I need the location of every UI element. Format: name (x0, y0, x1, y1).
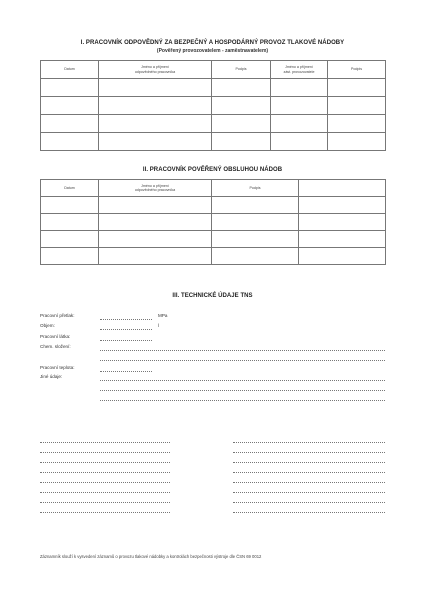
table-cell[interactable] (271, 97, 328, 115)
table-cell[interactable] (99, 115, 212, 133)
table-cell[interactable] (212, 231, 299, 248)
table-row (41, 97, 386, 115)
header-empty (299, 180, 386, 197)
header-signature: Podpis (212, 180, 299, 197)
notes-right-line[interactable] (233, 462, 385, 463)
table-cell[interactable] (41, 79, 99, 97)
table-cell[interactable] (99, 79, 212, 97)
header-name-operator: Jméno a příjmení odpovědného pracovníka (99, 180, 212, 197)
table-cell[interactable] (99, 214, 212, 231)
table-cell[interactable] (41, 115, 99, 133)
table-cell[interactable] (328, 79, 386, 97)
label-chemical-composition: Chem. složení: (40, 344, 71, 349)
notes-right-line[interactable] (233, 492, 385, 493)
field-other-data[interactable] (100, 380, 385, 381)
label-working-temperature: Pracovní teplota: (40, 365, 75, 370)
table-row (41, 133, 386, 151)
unit-liter: l (158, 323, 160, 328)
table-cell[interactable] (212, 115, 271, 133)
table-responsible-worker (40, 60, 386, 151)
notes-left-line[interactable] (40, 452, 170, 453)
table-cell[interactable] (212, 197, 299, 214)
notes-left-line[interactable] (40, 482, 170, 483)
notes-left-line[interactable] (40, 512, 170, 513)
notes-right-line[interactable] (233, 442, 385, 443)
table-cell[interactable] (99, 133, 212, 151)
table-cell[interactable] (41, 231, 99, 248)
table-row (41, 214, 386, 231)
table-cell[interactable] (212, 248, 299, 265)
label-other-data: Jiné údaje: (40, 374, 63, 379)
section1-title: I. PRACOVNÍK ODPOVĚDNÝ ZA BEZPEČNÝ A HOSPODÁRNÝ PROVOZ TLAKOVÉ NÁDOBY (80, 40, 345, 46)
label-working-pressure: Pracovní přetlak: (40, 313, 75, 318)
table-cell[interactable] (299, 248, 386, 265)
field-volume[interactable] (100, 329, 152, 330)
table-row (41, 248, 386, 265)
table-cell[interactable] (271, 133, 328, 151)
table-cell[interactable] (328, 133, 386, 151)
table-cell[interactable] (99, 97, 212, 115)
footer-note: Záznamník slouží k vysvedení záznamů o provozu tlakové nádobky a kontrolách bezpečnosti výstroje dle ČSN 69 0012 (40, 554, 262, 559)
field-other-data-line3[interactable] (100, 400, 385, 401)
table-cell[interactable] (41, 248, 99, 265)
table-row (41, 197, 386, 214)
notes-left-line[interactable] (40, 442, 170, 443)
table-cell[interactable] (299, 197, 386, 214)
table-cell[interactable] (212, 79, 271, 97)
header-date: Datum (41, 180, 99, 197)
notes-right-line[interactable] (233, 502, 385, 503)
field-working-temperature[interactable] (100, 371, 152, 372)
table-header-row (41, 61, 386, 79)
table-cell[interactable] (99, 231, 212, 248)
notes-right-line[interactable] (233, 512, 385, 513)
table-cell[interactable] (328, 115, 386, 133)
table-cell[interactable] (212, 133, 271, 151)
table-cell[interactable] (299, 214, 386, 231)
table-cell[interactable] (299, 231, 386, 248)
table-header-row (41, 180, 386, 197)
notes-left-line[interactable] (40, 492, 170, 493)
table-cell[interactable] (212, 97, 271, 115)
notes-right-line[interactable] (233, 452, 385, 453)
field-working-pressure[interactable] (100, 319, 152, 320)
table-cell[interactable] (271, 115, 328, 133)
notes-left-line[interactable] (40, 462, 170, 463)
unit-mpa: MPa (158, 313, 168, 318)
notes-left-line[interactable] (40, 502, 170, 503)
header-date: Datum (41, 61, 99, 79)
table-cell[interactable] (271, 79, 328, 97)
section2-title: II. PRACOVNÍK POVĚŘENÝ OBSLUHOU NÁDOB (142, 167, 283, 173)
table-row (41, 79, 386, 97)
field-chemical-composition[interactable] (100, 350, 385, 351)
notes-right-line[interactable] (233, 472, 385, 473)
section3-title: III. TECHNICKÉ ÚDAJE TNS (172, 293, 253, 299)
header-name-responsible: Jméno a příjmení odpovědného pracovníka (99, 61, 212, 79)
header-signature: Podpis (212, 61, 271, 79)
section1-subtitle: (Pověřený provozovatelem - zaměstnavatelem) (156, 48, 269, 54)
table-operator (40, 179, 386, 265)
label-volume: Objem: (40, 323, 55, 328)
table-cell[interactable] (41, 97, 99, 115)
table-cell[interactable] (328, 97, 386, 115)
field-other-data-line2[interactable] (100, 390, 385, 391)
header-name-deputy: Jméno a příjmení zást. provozovatele (271, 61, 328, 79)
table-row (41, 231, 386, 248)
notes-right-line[interactable] (233, 482, 385, 483)
table-row (41, 115, 386, 133)
table-cell[interactable] (41, 133, 99, 151)
table-cell[interactable] (41, 197, 99, 214)
table-cell[interactable] (99, 248, 212, 265)
table-cell[interactable] (99, 197, 212, 214)
table-cell[interactable] (212, 214, 299, 231)
field-chemical-composition-line2[interactable] (100, 360, 385, 361)
notes-left-line[interactable] (40, 472, 170, 473)
field-working-substance[interactable] (100, 340, 152, 341)
label-working-substance: Pracovní látka: (40, 334, 71, 339)
header-signature-deputy: Podpis (328, 61, 386, 79)
table-cell[interactable] (41, 214, 99, 231)
